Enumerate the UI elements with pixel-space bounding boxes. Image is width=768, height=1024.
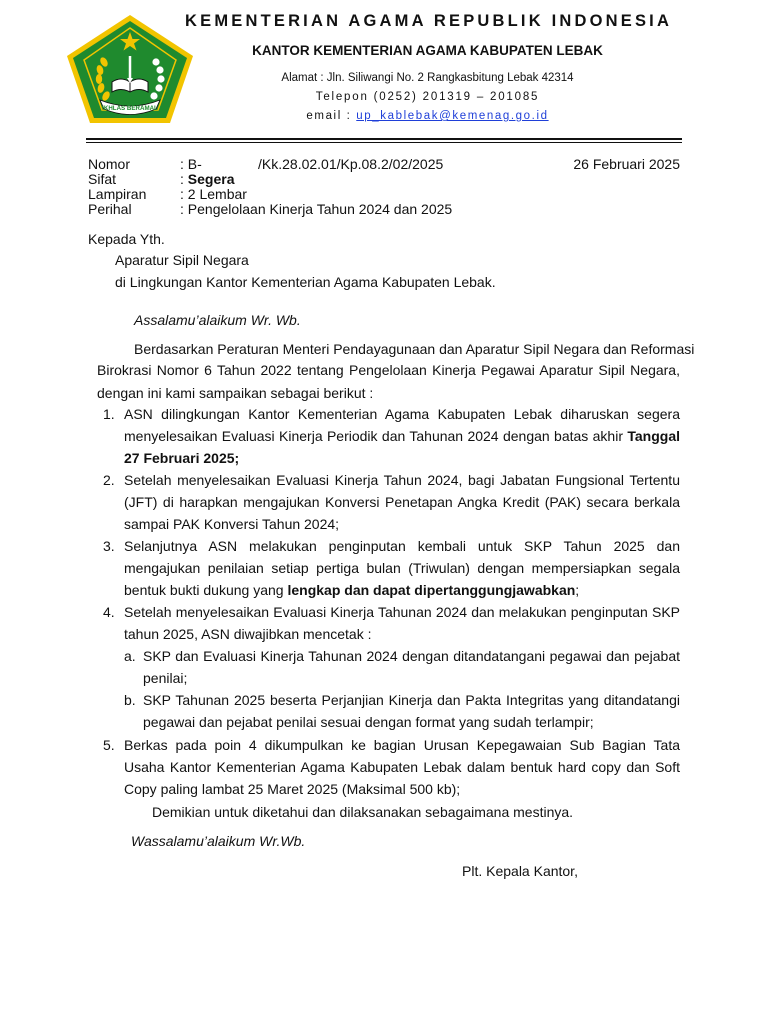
office-phone: Telepon (0252) 201319 – 201085: [315, 91, 540, 103]
item-3-body: Selanjutnya ASN melakukan penginputan kembali untuk SKP Tahun 2025 dan mengajukan penilaian setiap pertiga bulan (Triwulan) dengan mempersiapkan segala bentuk bukti dukung yang: [124, 538, 680, 598]
item-5-text: Berkas pada poin 4 dikumpulkan ke bagian Urusan Kepegawaian Sub Bagian Tata Usaha Kantor Kementerian Agama Kabupaten Lebak dalam bentuk hard copy dan Soft Copy paling lambat 25 Maret 2025 (Maksimal 500 kb);: [124, 737, 680, 797]
item-3-tail: ;: [575, 582, 580, 598]
lampiran-label: Lampiran: [88, 186, 147, 202]
intro-line-3: dengan ini kami sampaikan sebagai berikut :: [97, 385, 374, 401]
item-3-text: [124, 535, 680, 601]
opening-greeting: Assalamu’alaikum Wr. Wb.: [134, 312, 301, 328]
item-5-number: 5.: [103, 737, 115, 753]
item-1-number: 1.: [103, 406, 115, 422]
item-2-number: 2.: [103, 472, 115, 488]
recipient-salutation: Kepada Yth.: [88, 231, 165, 247]
item-3-number: 3.: [103, 538, 115, 554]
intro-line-1: Berdasarkan Peraturan Menteri Pendayagunaan dan Aparatur Sipil Negara dan Reformasi: [134, 341, 695, 357]
item-1-deadline: Tanggal 27 Februari 2025;: [124, 428, 680, 466]
subitem-b-text: SKP Tahunan 2025 beserta Perjanjian Kinerja dan Pakta Integritas yang ditandatangi pegawai dan pejabat penilai sesuai dengan format yang sudah terlampir;: [143, 692, 680, 730]
letter-date: 26 Februari 2025: [573, 156, 680, 172]
email-label: email :: [306, 110, 357, 122]
item-1-text: [124, 403, 680, 469]
office-email: [185, 110, 670, 122]
item-2-text: Setelah menyelesaikan Evaluasi Kinerja Tahun 2024, bagi Jabatan Fungsional Tertentu (JFT) di harapkan mengajukan Konversi Penetapan Angka Kredit (PAK) secara berkala sampai PAK Konversi Tahun 2024;: [124, 472, 680, 532]
sifat-field: [180, 171, 234, 187]
sifat-value: Segera: [187, 171, 235, 187]
nomor-prefix: : B-: [180, 156, 202, 172]
letterhead-divider: [86, 138, 682, 140]
ministry-logo: [64, 12, 196, 126]
sifat-label: Sifat: [88, 171, 117, 187]
email-link[interactable]: up_kablebak@kemenag.go.id: [356, 110, 549, 122]
subitem-b-letter: b.: [124, 692, 136, 708]
closing-greeting: Wassalamu’alaikum Wr.Wb.: [131, 833, 306, 849]
subitem-a-text: SKP dan Evaluasi Kinerja Tahunan 2024 dengan ditandatangani pegawai dan pejabat penilai;: [143, 648, 680, 686]
office-address: Alamat : Jln. Siliwangi No. 2 Rangkasbitung Lebak 42314: [281, 72, 574, 84]
closing-statement: Demikian untuk diketahui dan dilaksanakan sebagaimana mestinya.: [152, 804, 574, 820]
logo-motto: IKHLAS BERAMAL: [102, 105, 158, 112]
recipient-name: Aparatur Sipil Negara: [115, 252, 249, 268]
lampiran-value: : 2 Lembar: [180, 186, 247, 202]
recipient-location: di Lingkungan Kantor Kementerian Agama Kabupaten Lebak.: [115, 274, 496, 290]
ministry-name: KEMENTERIAN AGAMA REPUBLIK INDONESIA: [185, 12, 673, 30]
item-1-body: ASN dilingkungan Kantor Kementerian Agama Kabupaten Lebak diharuskan segera menyelesaikan Evaluasi Kinerja Periodik dan Tahunan 2024 dengan batas akhir: [124, 406, 680, 444]
letterhead-divider-thin: [86, 142, 682, 143]
sifat-colon: :: [180, 171, 188, 187]
subitem-a-letter: a.: [124, 648, 136, 664]
signature-title: Plt. Kepala Kantor,: [462, 863, 578, 879]
item-4-text: Setelah menyelesaikan Evaluasi Kinerja Tahunan 2024 dan melakukan penginputan SKP tahun 2025, ASN diwajibkan mencetak :: [124, 604, 680, 642]
item-3-emphasis: lengkap dan dapat dipertanggungjawabkan: [287, 582, 576, 598]
nomor-value: /Kk.28.02.01/Kp.08.2/02/2025: [258, 156, 444, 172]
intro-line-2: Birokrasi Nomor 6 Tahun 2022 tentang Pengelolaan Kinerja Pegawai Aparatur Sipil Negara,: [97, 362, 680, 378]
office-name: KANTOR KEMENTERIAN AGAMA KABUPATEN LEBAK: [252, 43, 603, 58]
perihal-label: Perihal: [88, 201, 132, 217]
perihal-value: : Pengelolaan Kinerja Tahun 2024 dan 2025: [180, 201, 453, 217]
nomor-label: Nomor: [88, 156, 131, 172]
item-4-number: 4.: [103, 604, 115, 620]
